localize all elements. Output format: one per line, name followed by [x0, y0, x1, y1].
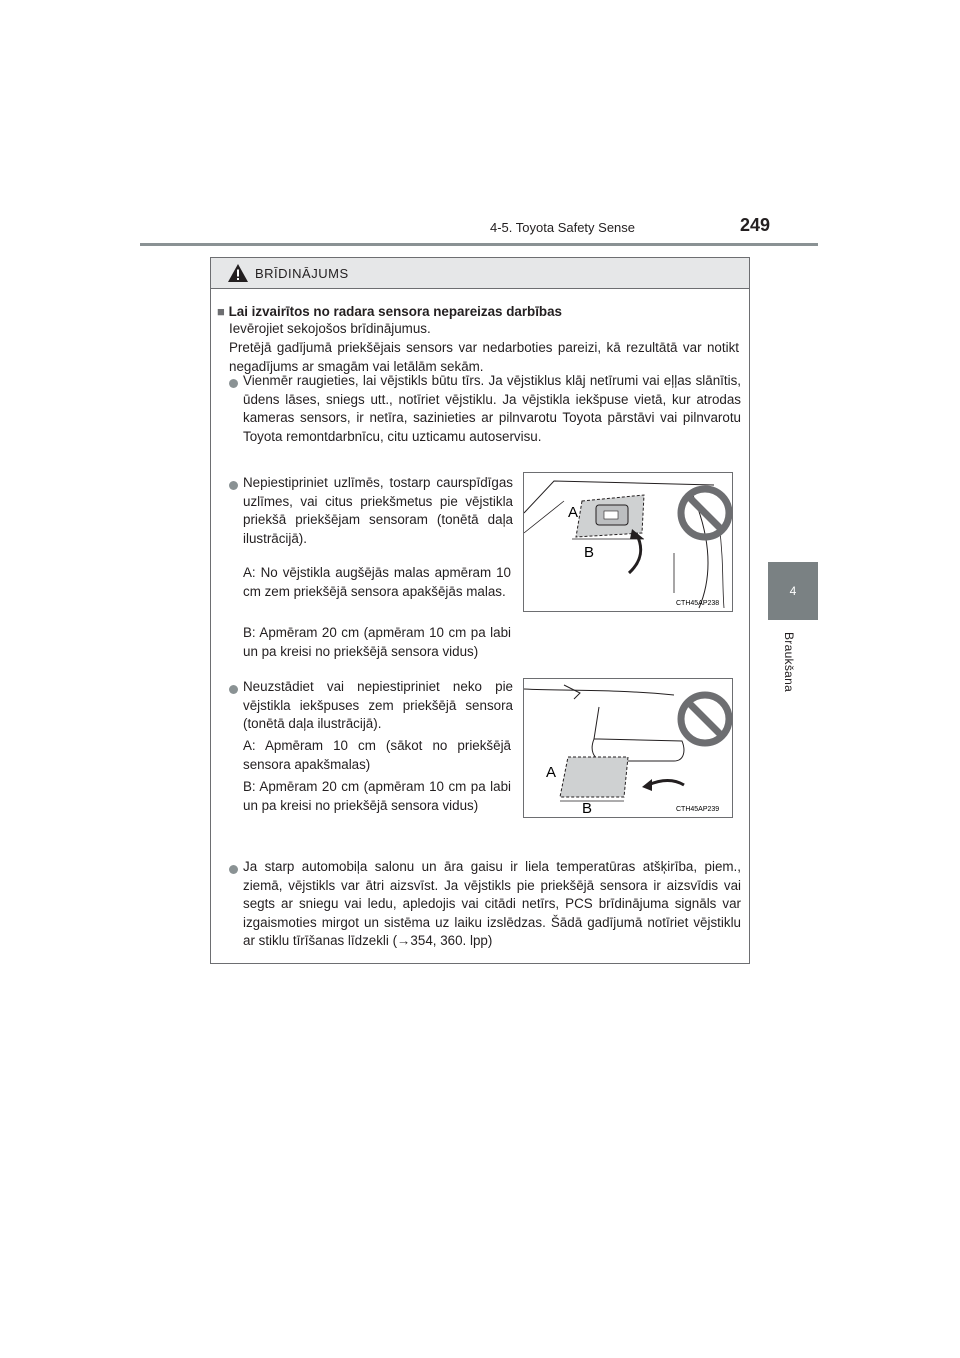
bullet-1-text: Vienmēr raugieties, lai vējstikls būtu tīrs. Ja vējstiklus klāj netīrumi vai eļļas slānītis, ūdens lāses, sniegs utt., notīriet vējstiklu. Ja vējstikla iekšpuse vietā, kur atrodas kameras sensors, ir netīra, sazinieties ar pilnvarotu Toyota pārstāvi vai pilnvarotu Toyota remontdarbnīcu, citu uzticamu autoservisu.: [243, 373, 741, 444]
illustration-code: CTH45AP239: [676, 806, 720, 813]
bullet-dot-icon: [229, 379, 238, 388]
intro-text-1: Ievērojiet sekojošos brīdinājumus.: [229, 321, 431, 336]
intro-text-2: Pretējā gadījumā priekšējais sensors var nedarboties pareizi, kā rezultātā var notikt negadījums ar smagām vai letālām sekām.: [229, 340, 739, 374]
bullet-2-text: Nepiestipriniet uzlīmēs, tostarp caurspīdīgas uzlīmes, vai citus priekšmetus pie vējstikla priekšā priekšējam sensoram (tonētā daļa ilustrācijā).: [243, 475, 513, 546]
bullet-4-text: Ja starp automobiļa salonu un āra gaisu ir liela temperatūras atšķirība, piem., ziemā, vējstikls var ātri aizsvīst. Ja vējstikls pie priekšējā sensora ir aizsvīdis vai segts ar sniegu vai ledu, apledojis vai citādi netīrs, PCS brīdinājuma signāls var izgaismoties mirgot un sistēma uz laiku izslēdzas. Šādā gadījumā notīriet vējstiklu ar stiklu tīrīšanas līdzekli (→354, 360. lpp): [243, 859, 741, 948]
chapter-tab[interactable]: 4: [768, 562, 818, 620]
warning-triangle-icon: [227, 263, 249, 283]
bullet-3-note-b: B: Apmēram 20 cm (apmēram 10 cm pa labi un pa kreisi no priekšējā sensora vidus): [243, 779, 511, 813]
bullet-dot-icon: [229, 865, 238, 874]
bullet-dot-icon: [229, 481, 238, 490]
label-b: B: [584, 544, 595, 561]
warning-heading: Lai izvairītos no radara sensora nepareizas darbības: [228, 304, 563, 319]
prohibited-icon: [681, 695, 729, 743]
windshield-sensor-drawing: [524, 473, 732, 611]
bullet-dot-icon: [229, 685, 238, 694]
label-a: A: [546, 764, 557, 781]
label-b: B: [582, 800, 593, 817]
warning-header: [211, 258, 749, 289]
bullet-2-note-a: A: No vējstikla augšējās malas apmēram 10 cm zem priekšējā sensora apakšējās malas.: [243, 565, 511, 599]
chapter-label: Braukšana: [782, 632, 796, 693]
warning-heading-row: [217, 303, 737, 322]
bullet-2-note-b: B: Apmēram 20 cm (apmēram 10 cm pa labi un pa kreisi no priekšējā sensora vidus): [243, 625, 511, 659]
illustration-windshield-sensor: [523, 472, 733, 612]
bullet-3-note-a: A: Apmēram 10 cm (sākot no priekšējā sensora apakšmalas): [243, 738, 511, 772]
bullet-3-text: Neuzstādiet vai nepiestipriniet neko pie vējstikla iekšpuses zem priekšējā sensora (tonētā daļa ilustrācijā).: [243, 679, 513, 731]
illustration-mirror-sensor: [523, 678, 733, 818]
page-number: 249: [740, 215, 771, 235]
warning-title: BRĪDINĀJUMS: [255, 265, 349, 281]
prohibited-icon: [681, 489, 729, 537]
square-bullet-icon: ■: [217, 304, 225, 319]
header-divider: [140, 243, 818, 246]
mirror-sensor-drawing: [524, 679, 732, 817]
label-a: A: [568, 504, 579, 521]
section-title: 4-5. Toyota Safety Sense: [490, 220, 636, 235]
illustration-code: CTH45AP238: [676, 600, 720, 607]
